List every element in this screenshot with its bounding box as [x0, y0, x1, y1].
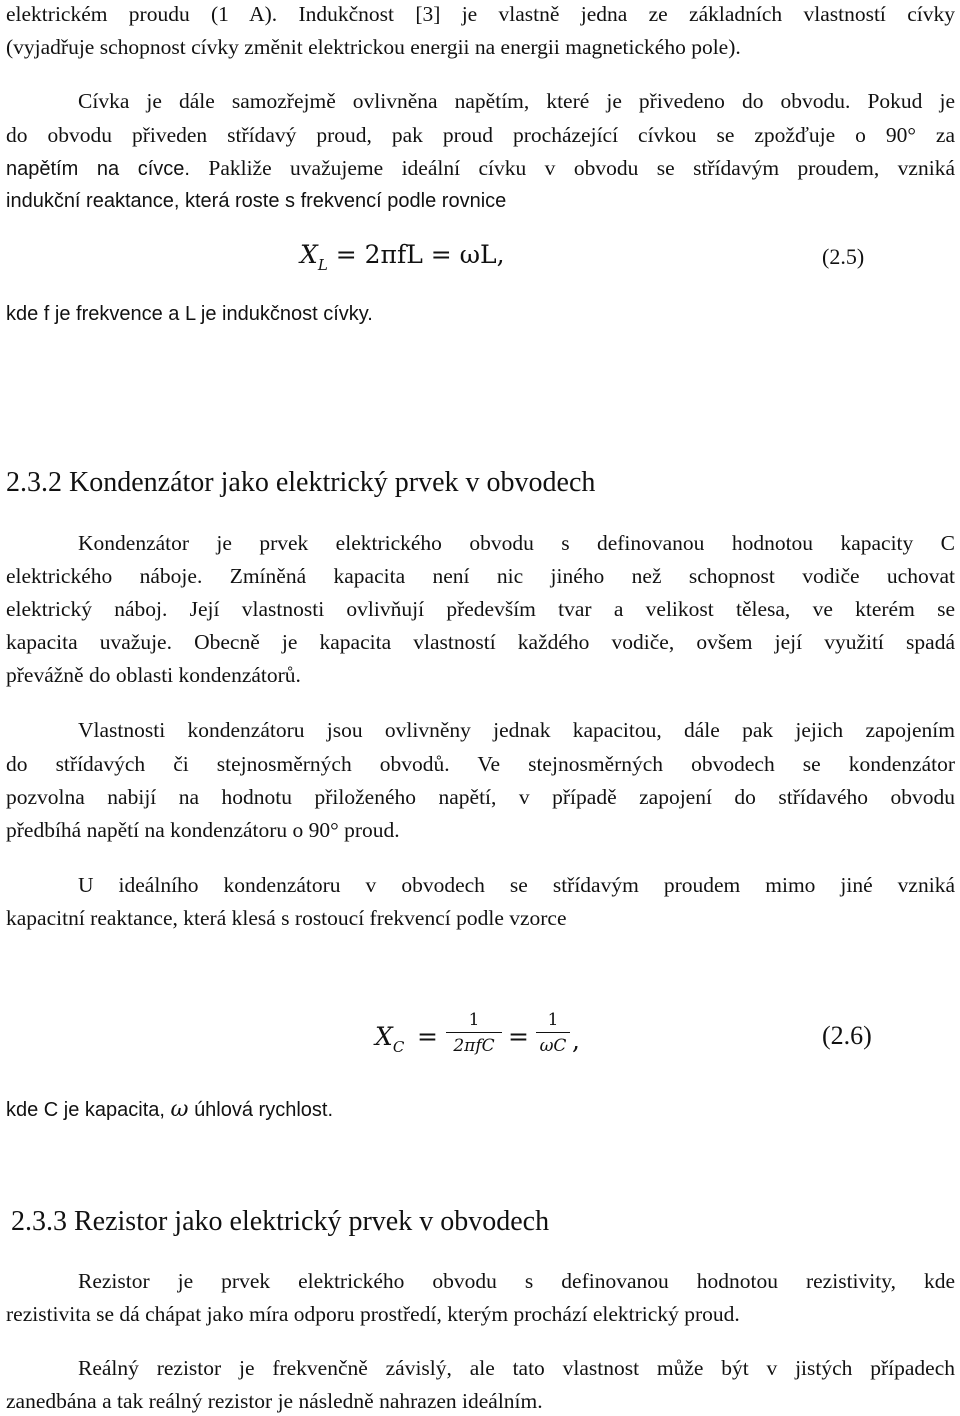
fraction-numerator: 1 [468, 1010, 480, 1030]
paragraph-line [6, 154, 955, 183]
equals-sign: = [508, 1022, 529, 1051]
equation-number: (2.5) [822, 244, 865, 269]
omega-symbol: ω [170, 1097, 189, 1122]
paragraph-fragment: kde C je kapacita, [6, 1099, 165, 1121]
paragraph-line: Reálný rezistor je frekvenčně závislý, ale tato vlastnost může být v jistých případech [78, 1356, 955, 1380]
equation-subscript: L [317, 256, 328, 274]
paragraph-line: (vyjadřuje schopnost cívky změnit elektrickou energii na energii magnetického pole). [6, 35, 741, 59]
paragraph-line: do obvodu přiveden střídavý proud, pak proud procházející cívkou se zpožďuje o 90° za [6, 123, 955, 147]
paragraph-line: elektrickém proudu (1 A). Indukčnost [3] je vlastně jedna ze základních vlastností cívky [6, 2, 955, 26]
paragraph-fragment: Pakliže uvažujeme ideální cívku v obvodu se střídavým proudem, vzniká [208, 156, 955, 180]
paragraph-line: pozvolna nabijí na hodnotu přiloženého napětí, v případě zapojení do střídavého obvodu [6, 785, 955, 809]
fraction-numerator: 1 [547, 1010, 559, 1030]
paragraph-line: kde f je frekvence a L je indukčnost cívky. [6, 303, 373, 325]
paragraph-line: U ideálního kondenzátoru v obvodech se střídavým proudem mimo jiné vzniká [78, 873, 955, 897]
fraction [446, 1010, 502, 1056]
equation-rhs: = 2πfL = ωL, [335, 240, 505, 269]
equation-2-5 [300, 238, 505, 275]
paragraph-line: do střídavých či stejnosměrných obvodů. Ve stejnosměrných obvodech se kondenzátor [6, 752, 955, 776]
paragraph-line: kapacitní reaktance, která klesá s rostoucí frekvencí podle vzorce [6, 906, 567, 930]
fraction-bar [446, 1032, 502, 1033]
paragraph-line: převážně do oblasti kondenzátorů. [6, 663, 301, 687]
paragraph-line: Cívka je dále samozřejmě ovlivněna napětím, které je přivedeno do obvodu. Pokud je [78, 89, 955, 113]
equation-number: (2.6) [822, 1021, 872, 1050]
paragraph-line: předbíhá napětí na kondenzátoru o 90° proud. [6, 818, 400, 842]
paragraph-fragment: napětím na cívce. [6, 158, 190, 180]
equation-lhs: X [300, 240, 318, 269]
paragraph-line: rezistivita se dá chápat jako míra odporu prostředí, kterým prochází elektrický proud. [6, 1302, 740, 1326]
equation-comma: , [572, 1026, 580, 1055]
equation-lhs: $X_C$ [375, 1022, 405, 1056]
paragraph-line: Kondenzátor je prvek elektrického obvodu s definovanou hodnotou kapacity C [78, 531, 955, 555]
fraction [536, 1010, 570, 1056]
paragraph-fragment: úhlová rychlost. [194, 1099, 334, 1121]
paragraph-line: kapacita uvažuje. Obecně je kapacita vlastností každého vodiče, ovšem její využití spadá [6, 630, 955, 654]
paragraph-line: Rezistor je prvek elektrického obvodu s definovanou hodnotou rezistivity, kde [78, 1269, 955, 1293]
section-heading: 2.3.2 Kondenzátor jako elektrický prvek v obvodech [6, 467, 596, 498]
equals-sign: = [417, 1022, 438, 1051]
paragraph-line: elektrického náboje. Zmíněná kapacita není nic jiného než schopnost vodiče uchovat [6, 564, 955, 588]
paragraph-line: indukční reaktance, která roste s frekvencí podle rovnice [6, 190, 507, 212]
paragraph-line [6, 1096, 955, 1124]
paragraph-line: elektrický náboj. Její vlastnosti ovlivňují především tvar a velikost tělesa, ve kterém se [6, 597, 955, 621]
fraction-bar [536, 1032, 570, 1033]
section-heading: 2.3.3 Rezistor jako elektrický prvek v obvodech [11, 1206, 550, 1237]
paragraph-line: Vlastnosti kondenzátoru jsou ovlivněny jednak kapacitou, dále pak jejich zapojením [78, 718, 955, 742]
fraction-denominator: ωC [539, 1036, 567, 1056]
paragraph-line: zanedbána a tak reálný rezistor je následně nahrazen ideálním. [6, 1389, 543, 1413]
fraction-denominator: 2πfC [453, 1036, 495, 1056]
